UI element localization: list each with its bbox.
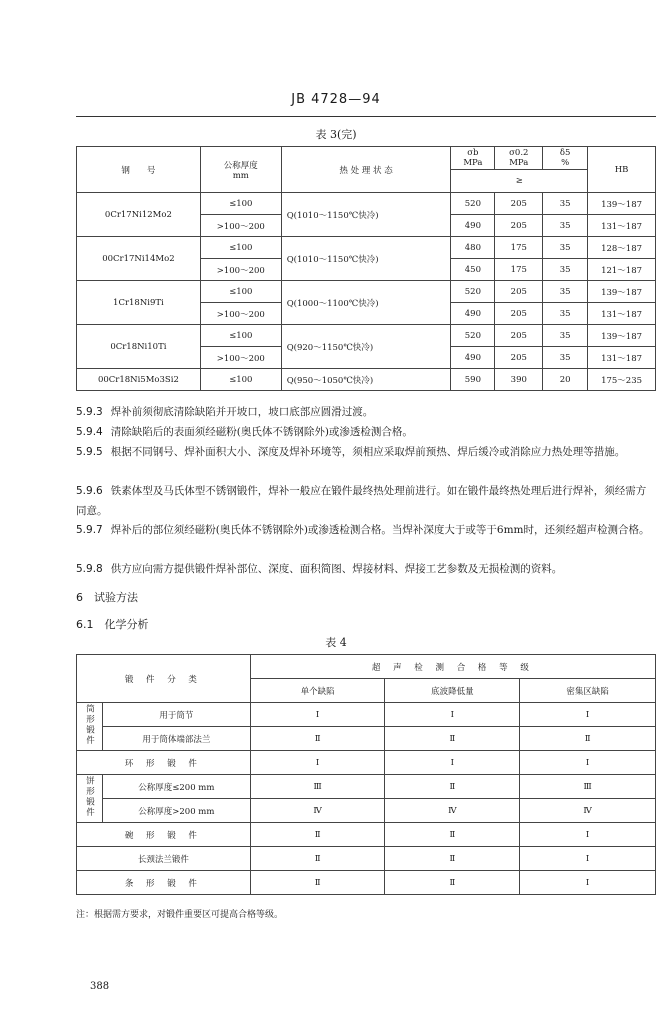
dense-cell: Ⅰ bbox=[520, 847, 656, 871]
s02-cell: 205 bbox=[495, 347, 543, 369]
table-row bbox=[77, 193, 656, 215]
thk-cell: ≤100 bbox=[200, 369, 281, 391]
table4-caption: 表 4 bbox=[325, 636, 347, 649]
col-d5: δ5 % bbox=[543, 147, 588, 170]
row-label: 用于筒体端部法兰 bbox=[102, 727, 250, 751]
s02-cell: 205 bbox=[495, 193, 543, 215]
d5-cell: 35 bbox=[543, 281, 588, 303]
sb-cell: 490 bbox=[451, 303, 495, 325]
single-cell: Ⅱ bbox=[250, 847, 385, 871]
table3-caption: 表 3(完) bbox=[315, 128, 357, 141]
table-row bbox=[77, 775, 656, 799]
col-category: 锻 件 分 类 bbox=[77, 655, 251, 703]
tube-group-label: 筒形锻件 bbox=[77, 703, 103, 751]
single-cell: Ⅰ bbox=[250, 703, 385, 727]
dense-cell: Ⅰ bbox=[520, 703, 656, 727]
heat-cell: Q(1000～1100℃快冷) bbox=[281, 281, 451, 325]
row-label: 碗 形 锻 件 bbox=[77, 823, 251, 847]
table-row bbox=[77, 871, 656, 895]
table-row bbox=[77, 325, 656, 347]
thk-cell: >100～200 bbox=[200, 259, 281, 281]
row-label: 公称厚度≤200 mm bbox=[102, 775, 250, 799]
table-row bbox=[77, 281, 656, 303]
col-sb: σb MPa bbox=[451, 147, 495, 170]
hb-cell: 128～187 bbox=[588, 237, 656, 259]
grade-cell: 00Cr18Ni5Mo3Si2 bbox=[77, 369, 201, 391]
hb-cell: 131～187 bbox=[588, 215, 656, 237]
thk-cell: >100～200 bbox=[200, 347, 281, 369]
table-3 bbox=[76, 146, 656, 391]
bottom-cell: Ⅱ bbox=[385, 727, 520, 751]
bottom-cell: Ⅰ bbox=[385, 751, 520, 775]
clause-5-9-6: 5.9.6 铁素体型及马氏体型不锈钢锻件，焊补一般应在锻件最终热处理前进行。如在锻件最终热处理后进行焊补，须经需方同意。 bbox=[76, 485, 647, 517]
col-hb: HB bbox=[588, 147, 656, 193]
clause-5-9-3: 5.9.3 焊补前须彻底清除缺陷并开坡口，坡口底部应圆滑过渡。 bbox=[76, 406, 374, 418]
s02-cell: 175 bbox=[495, 237, 543, 259]
grade-cell: 0Cr17Ni12Mo2 bbox=[77, 193, 201, 237]
d5-cell: 20 bbox=[543, 369, 588, 391]
col-single-defect: 单个缺陷 bbox=[250, 679, 385, 703]
row-label: 用于筒节 bbox=[102, 703, 250, 727]
d5-cell: 35 bbox=[543, 303, 588, 325]
sb-cell: 520 bbox=[451, 193, 495, 215]
disk-group-label: 饼形锻件 bbox=[77, 775, 103, 823]
hb-cell: 139～187 bbox=[588, 281, 656, 303]
grade-cell: 00Cr17Ni14Mo2 bbox=[77, 237, 201, 281]
clause-5-9-7: 5.9.7 焊补后的部位须经磁粉(奥氏体不锈钢除外)或渗透检测合格。当焊补深度大于或等于6mm时，还须经超声检测合格。 bbox=[76, 524, 650, 536]
col-heat-treatment: 热 处 理 状 态 bbox=[281, 147, 451, 193]
min-symbol: ≥ bbox=[451, 170, 588, 193]
s02-cell: 205 bbox=[495, 303, 543, 325]
dense-cell: Ⅰ bbox=[520, 871, 656, 895]
hb-cell: 139～187 bbox=[588, 193, 656, 215]
section-6-1-heading: 6.1 化学分析 bbox=[76, 618, 149, 631]
bottom-cell: Ⅱ bbox=[385, 823, 520, 847]
thk-cell: ≤100 bbox=[200, 281, 281, 303]
page-number: 388 bbox=[90, 981, 110, 992]
thk-cell: ≤100 bbox=[200, 193, 281, 215]
bottom-cell: Ⅳ bbox=[385, 799, 520, 823]
sb-cell: 480 bbox=[451, 237, 495, 259]
single-cell: Ⅱ bbox=[250, 823, 385, 847]
s02-cell: 390 bbox=[495, 369, 543, 391]
sb-cell: 490 bbox=[451, 215, 495, 237]
s02-cell: 205 bbox=[495, 215, 543, 237]
heat-cell: Q(920～1150℃快冷) bbox=[281, 325, 451, 369]
table-row bbox=[77, 751, 656, 775]
col-bottom-echo: 底波降低量 bbox=[385, 679, 520, 703]
d5-cell: 35 bbox=[543, 215, 588, 237]
clause-5-9-8: 5.9.8 供方应向需方提供锻件焊补部位、深度、面积简图、焊接材料、焊接工艺参数及无损检测的资料。 bbox=[76, 563, 563, 575]
d5-cell: 35 bbox=[543, 237, 588, 259]
bottom-cell: Ⅱ bbox=[385, 847, 520, 871]
document-header: JB 4728—94 bbox=[291, 92, 381, 107]
d5-cell: 35 bbox=[543, 193, 588, 215]
col-grade: 钢 号 bbox=[77, 147, 201, 193]
col-thickness: 公称厚度 mm bbox=[200, 147, 281, 193]
sb-cell: 590 bbox=[451, 369, 495, 391]
table-row bbox=[77, 237, 656, 259]
thk-cell: ≤100 bbox=[200, 325, 281, 347]
heat-cell: Q(1010～1150℃快冷) bbox=[281, 237, 451, 281]
single-cell: Ⅲ bbox=[250, 775, 385, 799]
hb-cell: 131～187 bbox=[588, 303, 656, 325]
dense-cell: Ⅰ bbox=[520, 751, 656, 775]
bottom-cell: Ⅱ bbox=[385, 871, 520, 895]
row-label: 公称厚度>200 mm bbox=[102, 799, 250, 823]
d5-cell: 35 bbox=[543, 325, 588, 347]
header-rule bbox=[76, 116, 656, 117]
s02-cell: 205 bbox=[495, 325, 543, 347]
table-row bbox=[77, 799, 656, 823]
row-label: 条 形 锻 件 bbox=[77, 871, 251, 895]
single-cell: Ⅱ bbox=[250, 727, 385, 751]
sb-cell: 520 bbox=[451, 281, 495, 303]
dense-cell: Ⅲ bbox=[520, 775, 656, 799]
section-6-heading: 6 试验方法 bbox=[76, 591, 138, 604]
dense-cell: Ⅱ bbox=[520, 727, 656, 751]
clause-5-9-5: 5.9.5 根据不同钢号、焊补面积大小、深度及焊补环境等，须相应采取焊前预热、焊后缓冷或消除应力热处理等措施。 bbox=[76, 446, 626, 458]
heat-cell: Q(950～1050℃快冷) bbox=[281, 369, 451, 391]
hb-cell: 139～187 bbox=[588, 325, 656, 347]
single-cell: Ⅰ bbox=[250, 751, 385, 775]
bottom-cell: Ⅰ bbox=[385, 703, 520, 727]
sb-cell: 490 bbox=[451, 347, 495, 369]
dense-cell: Ⅳ bbox=[520, 799, 656, 823]
sb-cell: 520 bbox=[451, 325, 495, 347]
hb-cell: 175～235 bbox=[588, 369, 656, 391]
thk-cell: >100～200 bbox=[200, 303, 281, 325]
row-label: 长颈法兰锻件 bbox=[77, 847, 251, 871]
table-4 bbox=[76, 654, 656, 895]
grade-cell: 1Cr18Ni9Ti bbox=[77, 281, 201, 325]
col-s02: σ0.2 MPa bbox=[495, 147, 543, 170]
table4-note: 注：根据需方要求，对锻件重要区可提高合格等级。 bbox=[76, 910, 284, 920]
dense-cell: Ⅰ bbox=[520, 823, 656, 847]
bottom-cell: Ⅱ bbox=[385, 775, 520, 799]
single-cell: Ⅱ bbox=[250, 871, 385, 895]
table-row bbox=[77, 823, 656, 847]
sb-cell: 450 bbox=[451, 259, 495, 281]
col-ut-grade: 超 声 检 测 合 格 等 级 bbox=[250, 655, 655, 679]
table-row bbox=[77, 369, 656, 391]
table-row bbox=[77, 703, 656, 727]
d5-cell: 35 bbox=[543, 347, 588, 369]
clause-5-9-4: 5.9.4 清除缺陷后的表面须经磁粉(奥氏体不锈钢除外)或渗透检测合格。 bbox=[76, 426, 413, 438]
grade-cell: 0Cr18Ni10Ti bbox=[77, 325, 201, 369]
hb-cell: 131～187 bbox=[588, 347, 656, 369]
d5-cell: 35 bbox=[543, 259, 588, 281]
table-row bbox=[77, 727, 656, 751]
s02-cell: 175 bbox=[495, 259, 543, 281]
table-row bbox=[77, 847, 656, 871]
row-label: 环 形 锻 件 bbox=[77, 751, 251, 775]
hb-cell: 121～187 bbox=[588, 259, 656, 281]
thk-cell: >100～200 bbox=[200, 215, 281, 237]
heat-cell: Q(1010～1150℃快冷) bbox=[281, 193, 451, 237]
col-dense-defect: 密集区缺陷 bbox=[520, 679, 656, 703]
thk-cell: ≤100 bbox=[200, 237, 281, 259]
s02-cell: 205 bbox=[495, 281, 543, 303]
single-cell: Ⅳ bbox=[250, 799, 385, 823]
